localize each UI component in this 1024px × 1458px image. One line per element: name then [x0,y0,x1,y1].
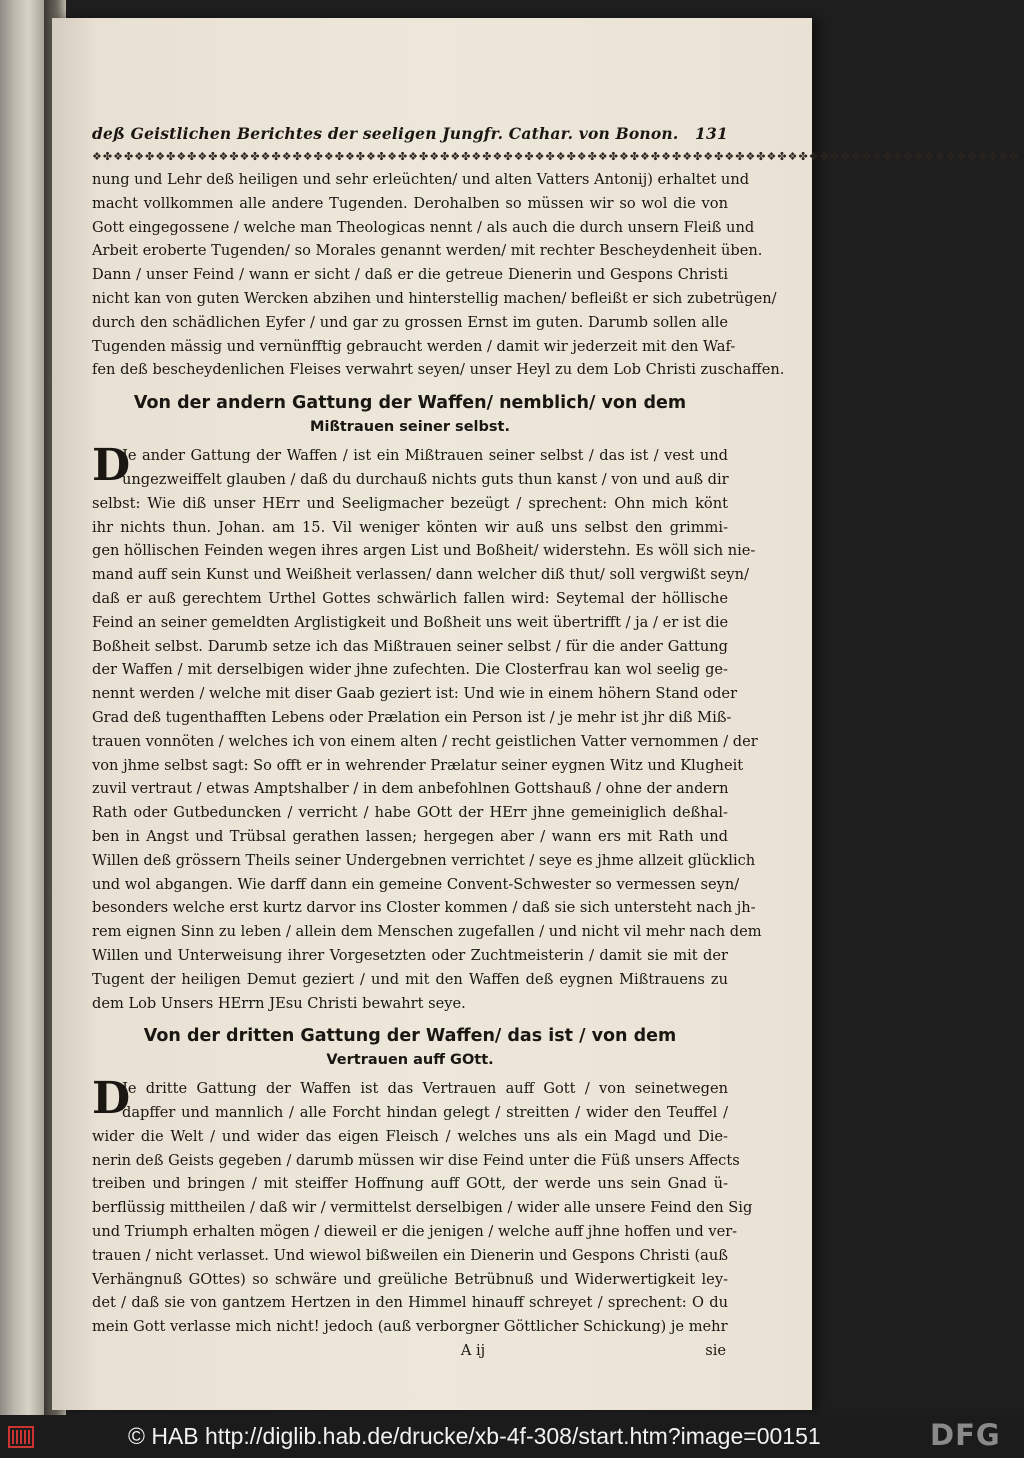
running-header [92,120,728,148]
paragraph-2 [92,440,762,1015]
header-title: deß Geistlichen Berichtes der seeligen Jungfr. Cathar. von Bonon. [92,124,679,143]
facing-page-edge [0,0,48,1415]
text-line: durch den schädlichen Eyfer / und gar zu grossen Ernst im guten. Darumb sollen alle [92,313,728,331]
section-heading-1: Von der andern Gattung der Waffen/ nemblich/ von dem [133,393,687,414]
text-line: besonders welche erst kurtz darvor ins Closter kommen / daß sie sich untersteht nach jh- [92,899,756,917]
text-line: der Waffen / mit derselbigen wider jhne zufechten. Die Closterfrau kan wol seelig ge- [92,661,728,679]
dfg-logo: DFG [930,1418,1001,1452]
page-number: 131 [695,124,728,143]
text-line: Rath oder Gutbeduncken / verricht / habe GOtt der HErr jhne gemeiniglich deßhal- [92,804,728,822]
section-heading-2: Von der dritten Gattung der Waffen/ das ist / von dem [143,1026,677,1047]
text-line: Boßheit selbst. Darumb setze ich das Mißtrauen seiner selbst / für die ander Gattung [92,637,728,655]
text-line: nicht kan von guten Wercken abzihen und hinterstellig machen/ befleißt er sich zubetrügen/ [92,289,777,307]
text-line: Je ander Gattung der Waffen / ist ein Mißtrauen seiner selbst / das ist / vest und [122,447,728,465]
text-line: Tugenden mässig und vernünfftig gebraucht werden / damit wir jederzeit mit den Waf- [92,337,736,355]
text-line: Arbeit eroberte Tugenden/ so Morales genannt werden/ mit rechter Bescheydenheit üben. [92,242,763,260]
text-line: nerin deß Geists gegeben / darumb müssen wir dise Feind unter die Füß unsers Affects [92,1151,740,1169]
paragraph-1 [92,168,785,382]
text-line: macht vollkommen alle andere Tugenden. Derohalben so müssen wir so wol die von [92,194,728,212]
text-line: mein Gott verlasse mich nicht! jedoch (auß verborgner Göttlicher Schickung) je mehr [92,1318,728,1336]
text-line: gen höllischen Feinden wegen ihres argen List und Boßheit/ widerstehn. Es wöll sich nie- [92,542,756,560]
text-line: trauen vonnöten / welches ich von einem alten / recht geistlichen Vatter vernommen / der [92,732,758,750]
text-line: ben in Angst und Trübsal gerathen lassen; hergegen aber / wann ers mit Rath und [92,827,728,845]
signature-mark: A ij [460,1342,486,1360]
text-line: berflüssig mittheilen / daß wir / vermittelst derselbigen / wider alle unsere Feind den Sig [92,1199,753,1217]
catchword: sie [705,1342,726,1360]
text-line: Willen deß grössern Theils seiner Undergebnen verrichtet / seye es jhme allzeit glücklich [92,851,756,869]
ornament-rule: ❖✤❖✤❖✤❖✤❖✤❖✤❖✤❖✤❖✤❖✤❖✤❖✤❖✤❖✤❖✤❖✤❖✤❖✤❖✤❖✤❖✤❖✤❖✤❖✤❖✤❖✤❖✤❖✤❖✤❖✤❖✤❖✤❖✤❖✤❖✤❖✤❖✤❖✤❖✤❖✤❖✤❖✤❖✤❖✤ [92,150,1020,163]
text-line: ihr nichts thun. Johan. am 15. Vil weniger könten wir auß uns selbst den grimmi- [92,518,728,536]
text-line: und wol abgangen. Wie darff dann ein gemeine Convent-Schwester so vermessen seyn/ [92,875,740,893]
book-icon [8,1424,34,1450]
text-line: nung und Lehr deß heiligen und sehr erleüchten/ und alten Vatters Antonij) erhaltet und [92,171,750,188]
text-line: det / daß sie von gantzem Hertzen in den Himmel hinauff schreyet / sprechent: O du [92,1294,728,1312]
text-line: Verhängnuß GOttes) so schwäre und greüliche Betrübnuß und Widerwertigkeit ley- [92,1270,728,1288]
text-line: mand auff sein Kunst und Weißheit verlassen/ dann welcher diß thut/ soll vergwißt seyn/ [92,566,749,584]
text-line: von jhme selbst sagt: So offt er in wehrender Prælatur seiner eygnen Witz und Klugheit [92,756,744,774]
text-line: ungezweiffelt glauben / daß du durchauß nichts guts thun kanst / von und auß dir [122,470,729,488]
text-line: Gott eingegossene / welche man Theologicas nennt / als auch die durch unsern Fleiß und [92,218,755,236]
drop-cap-2: D [92,1073,131,1125]
text-line: rem eignen Sinn zu leben / allein dem Menschen zugefallen / und nicht vil mehr nach dem [92,923,762,941]
source-caption[interactable]: © HAB http://diglib.hab.de/drucke/xb-4f-308/start.htm?image=00151 [128,1423,821,1449]
drop-cap-1: D [92,440,131,492]
text-line: dapffer und mannlich / alle Forcht hindan gelegt / streitten / wider den Teuffel / [122,1104,728,1122]
text-line: Feind an seiner gemeldten Arglistigkeit und Boßheit uns weit übertrifft / ja / er ist die [92,613,729,631]
section-subheading-1: Mißtrauen seiner selbst. [310,419,510,436]
text-line: und Triumph erhalten mögen / dieweil er die jenigen / welche auff jhne hoffen und ver- [92,1223,738,1241]
text-line: wider die Welt / und wider das eigen Fleisch / welches uns als ein Magd und Die- [92,1127,728,1145]
paragraph-3 [92,1073,753,1339]
section-subheading-2: Vertrauen auff GOtt. [326,1052,494,1069]
text-line: Dann / unser Feind / wann er sicht / daß er die getreue Dienerin und Gespons Christi [92,266,728,284]
text-line: Tugent der heiligen Demut geziert / und mit den Waffen deß eygnen Mißtrauens zu [92,970,728,988]
text-line: trauen / nicht verlasset. Und wiewol bißweilen ein Dienerin und Gespons Christi (auß [92,1246,728,1264]
text-line: Grad deß tugenthafften Lebens oder Prælation ein Person ist / je mehr ist jhr diß Miß- [92,708,732,726]
page-text [92,120,1020,1363]
text-line: treiben und bringen / mit steiffer Hoffnung auff GOtt, der werde uns sein Gnad ü- [92,1175,728,1193]
page-footer [92,1339,728,1363]
text-line: Willen und Unterweisung ihrer Vorgesetzten oder Zuchtmeisterin / damit sie mit der [92,946,728,964]
text-line: selbst: Wie diß unser HErr und Seeligmacher bezeügt / sprechent: Ohn mich könt [92,494,728,512]
text-line: zuvil vertraut / etwas Amptshalber / in dem anbefohlnen Gottshauß / ohne der andern [92,780,729,798]
text-line: nennt werden / welche mit diser Gaab geziert ist: Und wie in einem höhern Stand oder [92,685,738,703]
text-line: Je dritte Gattung der Waffen ist das Vertrauen auff Gott / von seinetwegen [122,1080,728,1098]
text-line: dem Lob Unsers HErrn JEsu Christi bewahrt seye. [92,994,466,1012]
text-line: fen deß bescheydenlichen Fleises verwahrt seyen/ unser Heyl zu dem Lob Christi zuschaffen. [92,361,785,379]
text-line: daß er auß gerechtem Urthel Gottes schwärlich fallen wird: Seytemal der höllische [92,589,728,607]
